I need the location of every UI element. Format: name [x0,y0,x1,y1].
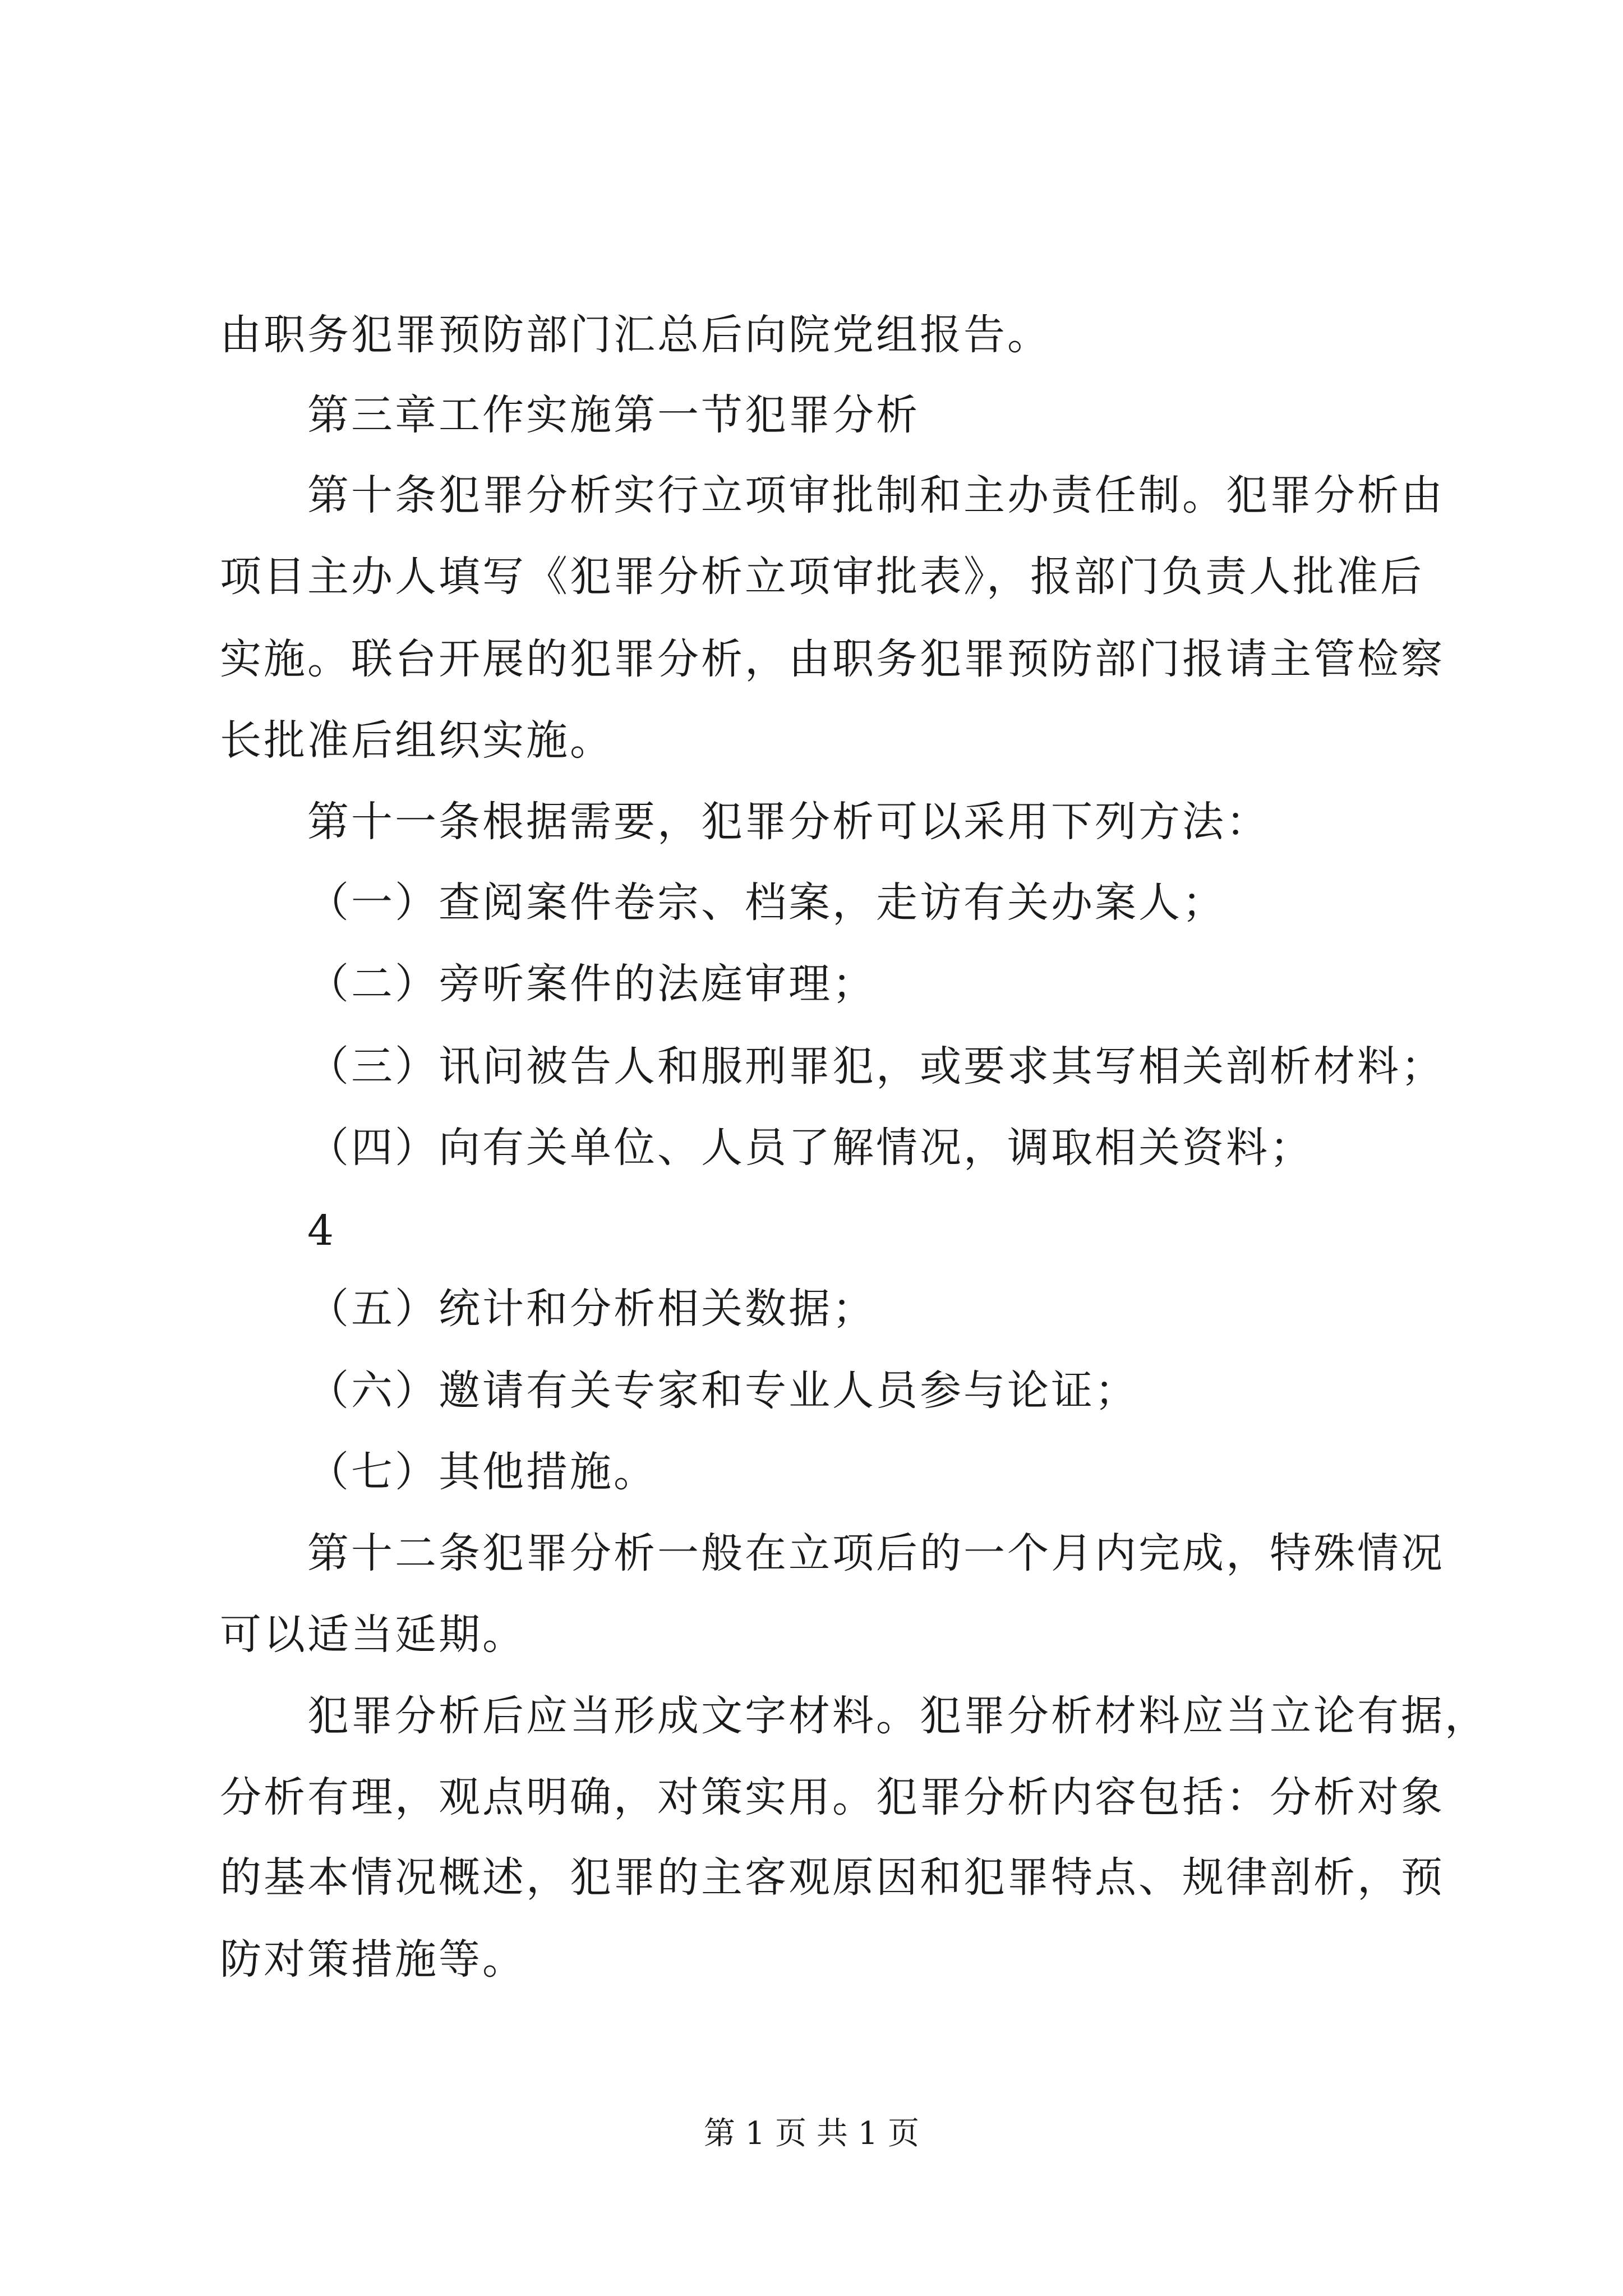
text-line: 防对策措施等。 [220,1935,526,1984]
text-line: 实施。联台开展的犯罪分析，由职务犯罪预防部门报请主管检察 [220,635,1445,683]
list-item: （二）旁听案件的法庭审理； [307,960,876,1008]
list-item: （一）查阅案件卷宗、档案，走访有关办案人； [307,878,1226,927]
page-footer: 第 1 页 共 1 页 [703,2115,920,2152]
list-item: （七）其他措施。 [307,1448,657,1496]
text-line: 犯罪分析后应当形成文字材料。犯罪分析材料应当立论有据， [307,1692,1488,1740]
text-line: 分析有理，观点明确，对策实用。犯罪分析内容包括：分析对象 [220,1773,1445,1821]
inline-page-number: 4 [307,1207,336,1255]
chapter-heading: 第三章工作实施第一节犯罪分析 [307,391,920,439]
list-item: （六）邀请有关专家和专业人员参与论证； [307,1366,1138,1415]
list-item: （三）讯问被告人和服刑罪犯，或要求其写相关剖析材料； [307,1042,1445,1091]
text-line: 长批准后组织实施。 [220,716,614,765]
text-line: 可以适当延期。 [220,1611,526,1659]
text-line: 的基本情况概述，犯罪的主客观原因和犯罪特点、规律剖析，预 [220,1853,1445,1902]
list-item: （四）向有关单位、人员了解情况，调取相关资料； [307,1124,1313,1172]
text-line: 项目主办人填写《犯罪分析立项审批表》，报部门负责人批准后 [220,553,1424,601]
text-line: 由职务犯罪预防部门汇总后向院党组报告。 [220,311,1051,359]
list-item: （五）统计和分析相关数据； [307,1285,876,1333]
text-line: 第十二条犯罪分析一般在立项后的一个月内完成，特殊情况 [307,1529,1445,1577]
text-line: 第十条犯罪分析实行立项审批制和主办责任制。犯罪分析由 [307,471,1445,519]
text-line: 第十一条根据需要，犯罪分析可以采用下列方法： [307,798,1270,846]
